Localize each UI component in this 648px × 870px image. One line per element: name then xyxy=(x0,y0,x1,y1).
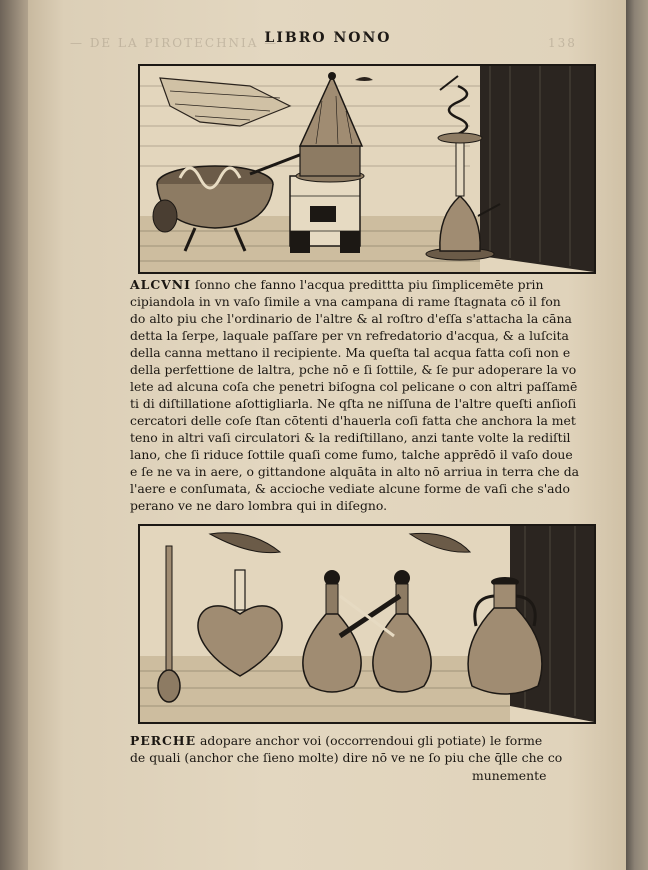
page-number: 138 xyxy=(548,36,577,50)
paragraph-perche xyxy=(130,732,600,766)
text-line: do alto piu che l'ordinario de l'altre & al roſtro d'eſſa s'attacha la cāna xyxy=(130,311,572,326)
text-line: perano ve ne daro lombra qui in diſegno. xyxy=(130,498,388,513)
text-line: de quali (anchor che ſieno molte) dire nō ve ne ſo piu che q̄lle che co xyxy=(130,750,563,765)
text-line: adopare anchor voi (occorrendoui gli potiate) le forme xyxy=(200,733,543,748)
initial-word-perche: PERCHE xyxy=(130,733,197,748)
text-line: della canna mettano il recipiente. Ma queſta tal acqua fatta coſi non e xyxy=(130,345,571,360)
text-line: cipiandola in vn vaſo ſimile a vna campana di rame ſtagnata cō il fon xyxy=(130,294,561,309)
bleed-through-text: — DE LA PIROTECHNIA — xyxy=(70,36,279,50)
text-line: lano, che ſi riduce ſottile quaſi come fumo, talche apprēdō il vaſo doue xyxy=(130,447,573,462)
woodcut-distillation-furnace xyxy=(138,64,596,274)
text-line: cercatori delle coſe ſtan cōtenti d'hauerla coſi fatta che anchora la met xyxy=(130,413,576,428)
text-line: lete ad alcuna coſa che penetri biſogna col pelicane o con altri paſſamē xyxy=(130,379,578,394)
catchword: munemente xyxy=(472,768,547,783)
next-page-edge xyxy=(626,0,648,870)
text-line: l'aere e conſumata, & accioche vediate alcune forme de vaſi che s'ado xyxy=(130,481,570,496)
book-page xyxy=(28,0,628,870)
text-line: ti di diſtillatione aſottigliarla. Ne qſta ne niſſuna de l'altre queſti anſioſi xyxy=(130,396,577,411)
running-title: LIBRO NONO xyxy=(264,30,392,46)
text-line: della perfettione de laltra, pche nō e ſi ſottile, & ſe pur adoperare la vo xyxy=(130,362,577,377)
text-line: ſonno che fanno l'acqua predittta piu ſimplicemēte prin xyxy=(194,277,544,292)
paragraph-alcuni xyxy=(130,276,600,514)
text-line: e ſe ne va in aere, o gittandone alquāta in alto nō arriua in terra che da xyxy=(130,464,580,479)
text-line: detta la ſerpe, laquale paſſare per vn refredatorio d'acqua, & a luſcita xyxy=(130,328,569,343)
initial-word-alcuni: ALCVNI xyxy=(130,277,191,292)
woodcut-vessels xyxy=(138,524,596,724)
text-line: teno in altri vaſi circulatori & la rediſtillano, anzi tante volte la rediſtil xyxy=(130,430,571,445)
